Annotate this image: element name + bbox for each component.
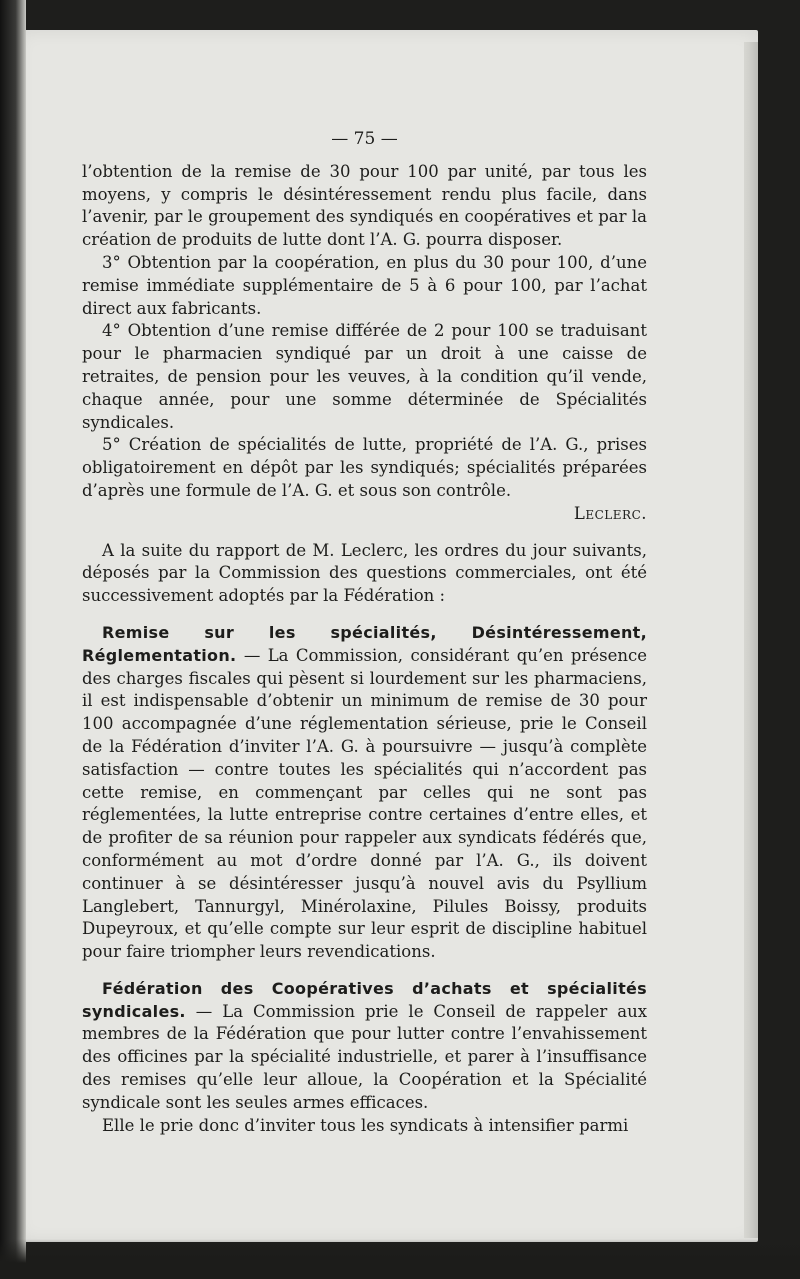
text-federation-cooperatives: — La Commission prie le Conseil de rappeler aux membres de la Fédération que pour lutter contre l’envahissement des officines par la spécialité industrielle, et parer à l’insuffisance des remises qu’elle leur alloue, la Coopération et la Spécialité syndicale sont les seules armes efficaces.	[82, 1001, 647, 1112]
heading-federation-cooperatives: Fédération des Coopératives d’achats et spécialités syndicales.	[82, 978, 647, 1021]
page-text	[82, 128, 647, 1137]
heading-remise-specialites: Remise sur les spécialités, Désintéressement, Réglementation.	[82, 622, 647, 665]
signature: Leclerc.	[573, 503, 647, 523]
spacer	[82, 964, 647, 978]
text-remise-specialites: — La Commission, considérant qu’en présence des charges fiscales qui pèsent si lourdement sur les pharmaciens, il est indispensable d’obtenir un minimum de remise de 30 pour 100 accompagnée d’une réglementation sérieuse, prie le Conseil de la Fédération d’inviter l’A. G. à poursuivre — jusqu’à complète satisfaction — contre toutes les spécialités qui n’accordent pas cette remise, en commençant par celles qui ne sont pas réglementées, la lutte entreprise contre certaines d’entre elles, et de profiter de sa réunion pour rappeler aux syndicats fédérés que, conformément au mot d’ordre donné par l’A. G., ils doivent continuer à se désintéresser jusqu’à nouvel avis du Psyllium Langlebert, Tannurgyl, Minérolaxine, Pilules Boissy, produits Dupeyroux, et qu’elle compte sur leur esprit de discipline habituel pour faire triompher leurs revendications.	[82, 645, 647, 962]
paragraph-remise-continuation: l’obtention de la remise de 30 pour 100 par unité, par tous les moyens, y compris le désintéressement rendu plus facile, dans l’avenir, par le groupement des syndiqués en coopératives et par la création de produits de lutte dont l’A. G. pourra disposer.	[82, 161, 647, 250]
paragraph-remise-specialites	[82, 622, 647, 964]
paragraph-federation-cooperatives	[82, 978, 647, 1115]
paragraph-intro-ordres: A la suite du rapport de M. Leclerc, les ordres du jour suivants, déposés par la Commission des questions commerciales, ont été successivement adoptés par la Fédération :	[82, 540, 647, 606]
page-number: — 75 —	[331, 129, 398, 149]
spacer	[82, 608, 647, 622]
page-edge	[744, 42, 758, 1238]
paragraph-point-5: 5° Création de spécialités de lutte, propriété de l’A. G., prises obligatoirement en dépôt par les syndiqués; spécialités préparées d’après une formule de l’A. G. et sous son contrôle.	[82, 435, 647, 500]
bottom-shadow	[0, 1239, 800, 1279]
paragraph-last-line: Elle le prie donc d’inviter tous les syndicats à intensifier parmi	[102, 1115, 629, 1135]
paragraph-point-4: 4° Obtention d’une remise différée de 2 pour 100 se traduisant pour le pharmacien syndiqué par un droit à une caisse de retraites, de pension pour les veuves, à la condition qu’il vende, chaque année, pour une somme déterminée de Spécialités syndicales.	[82, 321, 647, 432]
paragraph-point-3: 3° Obtention par la coopération, en plus du 30 pour 100, d’une remise immédiate supplémentaire de 5 à 6 pour 100, par l’achat direct aux fabricants.	[82, 252, 647, 318]
binding-shadow	[0, 0, 26, 1279]
